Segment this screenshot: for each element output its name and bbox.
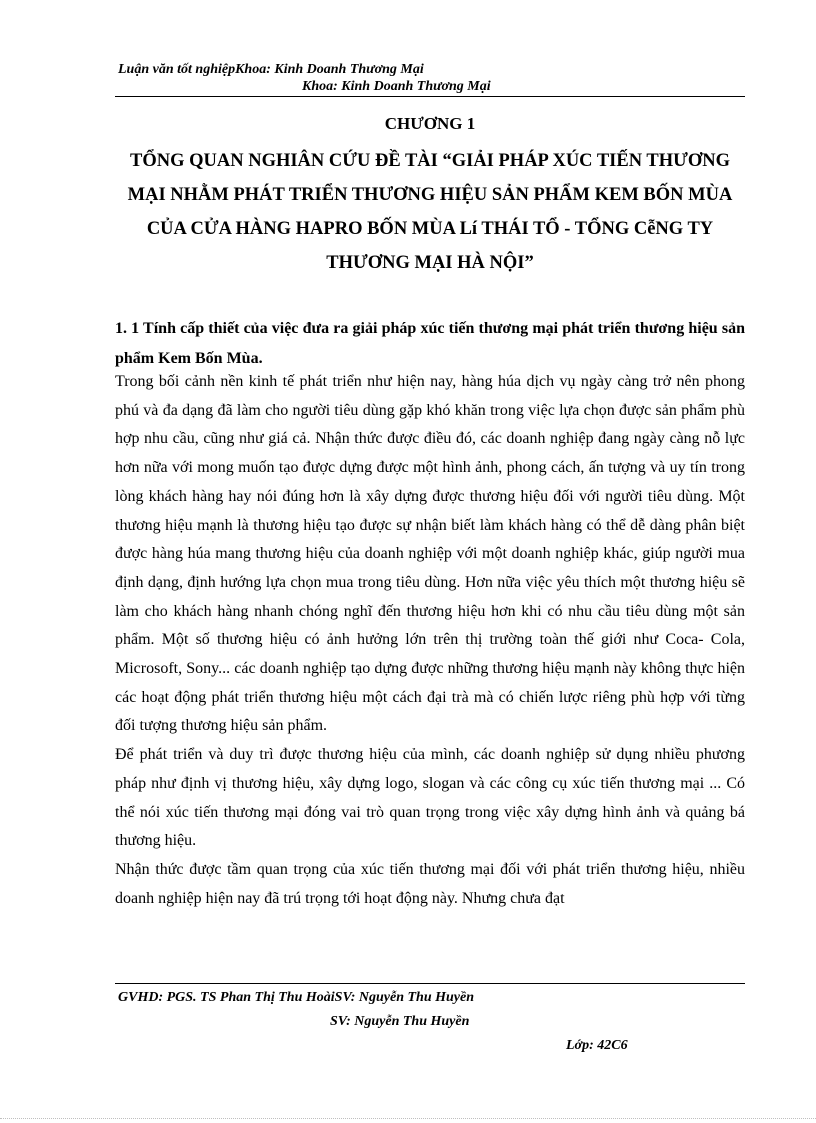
paragraph-1: Trong bối cảnh nền kinh tế phát triển như hiện nay, hàng húa dịch vụ ngày càng trở nên phong phú và đa dạng đã làm cho người tiêu dùng gặp khó khăn trong việc lựa chọn được sản phẩm phù hợp nhu cầu, cũng như giá cả. Nhận thức được điều đó, các doanh nghiệp đang ngày càng nỗ lực hơn nữa với mong muốn tạo được dựng được một hình ảnh, phong cách, ấn tượng và uy tín trong lòng khách hàng hay nói đúng hơn là xây dựng được thương hiệu đối với người tiêu dùng. Một thương hiệu mạnh là thương hiệu tạo được sự nhận biết làm khách hàng có thể dễ dàng phân biệt được hàng húa mang thương hiệu của doanh nghiệp với một doanh nghiệp khác, giúp người mua định dạng, định hướng lựa chọn mua trong tiêu dùng. Hơn nữa việc yêu thích một thương hiệu sẽ làm cho khách hàng nhanh chóng nghĩ đến thương hiệu hơn khi có nhu cầu tiêu dùng một sản phẩm. Một số thương hiệu có ảnh hưởng lớn trên thị trường toàn thế giới như Coca- Cola, Microsoft, Sony... các doanh nghiệp tạo dựng được những thương hiệu mạnh này không thực hiện các hoạt động phát triển thương hiệu một cách đại trà mà có chiến lược riêng phù hợp với từng đối tượng thương hiệu sản phẩm. bbox=[115, 373, 745, 735]
footer-line-1: GVHD: PGS. TS Phan Thị Thu HoàiSV: Nguyễn Thu Huyền bbox=[118, 990, 475, 1005]
header-line-1: Luận văn tốt nghiệpKhoa: Kinh Doanh Thương Mại bbox=[118, 62, 424, 77]
page-bottom-dotted-line bbox=[0, 1118, 816, 1119]
section-heading: 1. 1 Tính cấp thiết của việc đưa ra giải pháp xúc tiến thương mại phát triển thương hiệu sản phẩm Kem Bốn Mùa. bbox=[115, 320, 745, 367]
footer-class: Lớp: 42C6 bbox=[566, 1038, 628, 1053]
paragraph-2: Để phát triển và duy trì được thương hiệu của mình, các doanh nghiệp sử dụng nhiều phương pháp như định vị thương hiệu, xây dựng logo, slogan và các công cụ xúc tiến thương mại ... Có thể nói xúc tiến thương mại đóng vai trò quan trọng trong việc xây dựng hình ảnh và quảng bá thương hiệu. bbox=[115, 746, 745, 850]
footer-divider bbox=[115, 983, 745, 984]
chapter-label: CHƯƠNG 1 bbox=[384, 114, 476, 133]
paragraph-3: Nhận thức được tầm quan trọng của xúc tiến thương mại đối với phát triển thương hiệu, nhiều doanh nghiệp hiện nay đã trú trọng tới hoạt động này. Nhưng chưa đạt bbox=[115, 860, 745, 907]
body-text bbox=[115, 368, 745, 913]
header-divider bbox=[115, 96, 745, 97]
footer-line-2: SV: Nguyễn Thu Huyền bbox=[330, 1014, 470, 1029]
chapter-title: TỔNG QUAN NGHIÂN CỨU ĐỀ TÀI “GIẢI PHÁP XÚC TIẾN THƯƠNG MẠI NHẰM PHÁT TRIỂN THƯƠNG HIỆU SẢN PHẨM KEM BỐN MÙA CỦA CỬA HÀNG HAPRO BỐN MÙA Lí THÁI TỔ - TỔNG CễNG TY THƯƠNG MẠI HÀ NỘI” bbox=[127, 151, 733, 273]
header-line-2: Khoa: Kinh Doanh Thương Mại bbox=[302, 79, 491, 94]
